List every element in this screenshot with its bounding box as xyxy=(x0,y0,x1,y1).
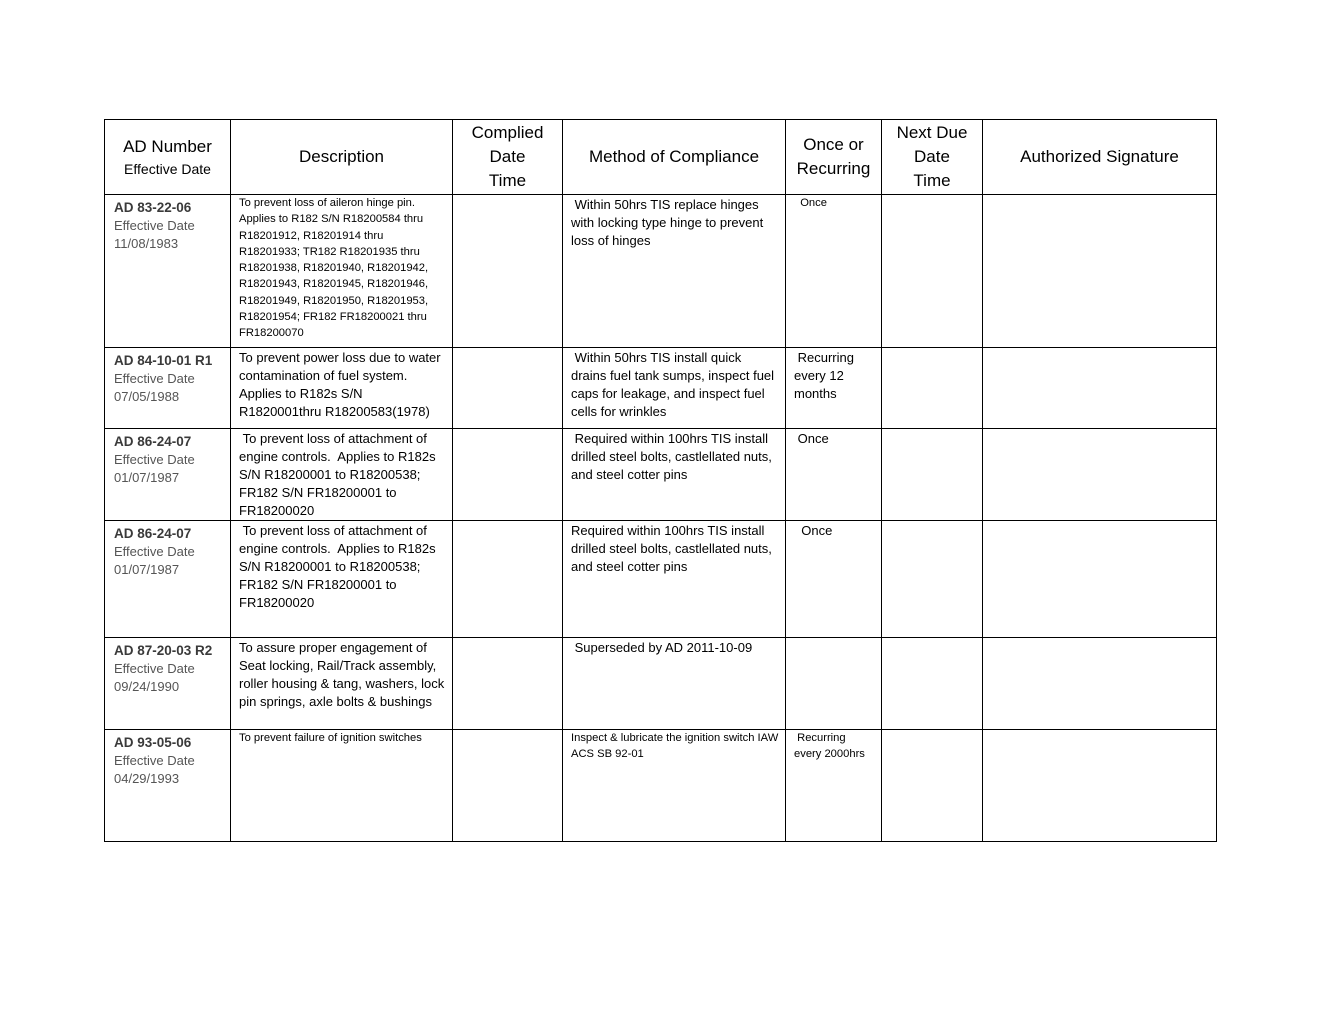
signature-text xyxy=(983,521,1216,522)
description-text: To prevent power loss due to water contamination of fuel system. Applies to R182s S/N R1820001thru R18200583(1978) xyxy=(239,350,445,419)
method-cell xyxy=(563,638,786,730)
next-due-text xyxy=(882,195,982,196)
table-row xyxy=(105,348,1217,429)
complied-cell xyxy=(453,730,563,842)
ad-number: AD 87-20-03 R2 xyxy=(114,643,213,658)
effective-date: 01/07/1987 xyxy=(114,470,180,485)
header-complied xyxy=(453,120,563,195)
effective-date-label: Effective Date xyxy=(114,753,195,768)
description-text: To prevent loss of attachment of engine controls. Applies to R182s S/N R18200001 to R18200538; FR182 S/N FR18200001 to FR18200020 xyxy=(239,523,440,610)
effective-date-label: Effective Date xyxy=(114,452,195,467)
description-text: To prevent loss of aileron hinge pin. Applies to R182 S/N R18200584 thru R18201912, R18201914 thru R18201933; TR182 R18201935 thru R18201938, R18201940, R18201942, R18201943, R18201945, R18201946, R18201949, R18201950, R18201953, R18201954; FR182 FR18200021 thru FR18200070 xyxy=(239,197,432,340)
once-recurring-cell xyxy=(786,429,882,521)
header-complied-line: Complied xyxy=(471,123,544,142)
description-cell xyxy=(231,429,453,521)
header-ad-number xyxy=(105,120,231,195)
signature-text xyxy=(983,429,1216,430)
method-cell xyxy=(563,348,786,429)
complied-cell xyxy=(453,348,563,429)
header-once-recurring xyxy=(786,120,882,195)
complied-text xyxy=(453,730,562,731)
method-text: Required within 100hrs TIS install drilled steel bolts, castlellated nuts, and steel cotter pins xyxy=(571,431,776,482)
next-due-text xyxy=(882,521,982,522)
ad-number: AD 84-10-01 R1 xyxy=(114,353,213,368)
header-complied-time: Time xyxy=(488,171,527,190)
method-text: Within 50hrs TIS install quick drains fuel tank sumps, inspect fuel caps for leakage, and inspect fuel cells for wrinkles xyxy=(571,350,778,419)
effective-date-label: Effective Date xyxy=(114,371,195,386)
once-recurring-text: Recurring every 12 months xyxy=(794,350,858,401)
once-recurring-cell xyxy=(786,521,882,638)
effective-date-label: Effective Date xyxy=(114,544,195,559)
once-recurring-text: Once xyxy=(794,523,833,538)
complied-text xyxy=(453,521,562,522)
method-cell xyxy=(563,195,786,348)
once-recurring-cell xyxy=(786,730,882,842)
ad-number-cell xyxy=(105,730,231,842)
method-text: Inspect & lubricate the ignition switch IAW ACS SB 92-01 xyxy=(571,732,781,761)
next-due-text xyxy=(882,638,982,639)
signature-cell xyxy=(983,521,1217,638)
ad-number: AD 86-24-07 xyxy=(114,434,192,449)
signature-text xyxy=(983,348,1216,349)
effective-date-label: Effective Date xyxy=(114,218,195,233)
effective-date: 04/29/1993 xyxy=(114,771,180,786)
next-due-cell xyxy=(882,348,983,429)
description-text: To assure proper engagement of Seat locking, Rail/Track assembly, roller housing & tang, washers, lock pin springs, axle bolts & bushings xyxy=(239,640,448,709)
effective-date-label: Effective Date xyxy=(114,661,195,676)
header-complied-date: Date xyxy=(489,147,526,166)
next-due-cell xyxy=(882,638,983,730)
once-recurring-cell xyxy=(786,348,882,429)
effective-date: 09/24/1990 xyxy=(114,679,180,694)
method-text: Superseded by AD 2011-10-09 xyxy=(571,640,753,655)
next-due-cell xyxy=(882,521,983,638)
next-due-cell xyxy=(882,195,983,348)
method-cell xyxy=(563,429,786,521)
complied-cell xyxy=(453,195,563,348)
header-row xyxy=(105,120,1217,195)
once-recurring-text xyxy=(786,638,881,639)
description-cell xyxy=(231,521,453,638)
next-due-text xyxy=(882,429,982,430)
ad-number-cell xyxy=(105,348,231,429)
header-effective-date-label: Effective Date xyxy=(124,161,211,177)
header-ad-number-label: AD Number xyxy=(123,137,212,156)
signature-cell xyxy=(983,195,1217,348)
complied-cell xyxy=(453,638,563,730)
header-description: Description xyxy=(231,120,453,195)
next-due-cell xyxy=(882,429,983,521)
header-once-line: Once or xyxy=(803,135,864,154)
once-recurring-text: Once xyxy=(794,197,827,209)
once-recurring-text: Recurring every 2000hrs xyxy=(794,732,865,761)
signature-text xyxy=(983,638,1216,639)
header-next-due-line: Next Due xyxy=(896,123,968,142)
header-authorized-signature: Authorized Signature xyxy=(983,120,1217,195)
complied-text xyxy=(453,348,562,349)
complied-text xyxy=(453,195,562,196)
description-cell xyxy=(231,730,453,842)
table-row xyxy=(105,521,1217,638)
method-cell xyxy=(563,521,786,638)
header-next-due xyxy=(882,120,983,195)
header-next-due-date: Date xyxy=(914,147,950,166)
table-row xyxy=(105,429,1217,521)
description-cell xyxy=(231,348,453,429)
complied-text xyxy=(453,429,562,430)
complied-cell xyxy=(453,429,563,521)
signature-cell xyxy=(983,638,1217,730)
signature-text xyxy=(983,730,1216,731)
effective-date: 07/05/1988 xyxy=(114,389,180,404)
header-next-due-time: Time xyxy=(913,171,951,190)
ad-number-cell xyxy=(105,521,231,638)
method-text: Required within 100hrs TIS install drilled steel bolts, castlellated nuts, and steel cotter pins xyxy=(571,523,776,574)
ad-number: AD 86-24-07 xyxy=(114,526,192,541)
effective-date: 11/08/1983 xyxy=(114,236,179,251)
signature-cell xyxy=(983,730,1217,842)
description-text: To prevent failure of ignition switches xyxy=(239,732,422,744)
ad-number: AD 93-05-06 xyxy=(114,735,192,750)
table-row xyxy=(105,195,1217,348)
signature-text xyxy=(983,195,1216,196)
header-recurring-line: Recurring xyxy=(796,159,871,178)
ad-number-cell xyxy=(105,429,231,521)
next-due-text xyxy=(882,730,982,731)
method-cell xyxy=(563,730,786,842)
complied-cell xyxy=(453,521,563,638)
signature-cell xyxy=(983,429,1217,521)
once-recurring-cell xyxy=(786,195,882,348)
description-text: To prevent loss of attachment of engine controls. Applies to R182s S/N R18200001 to R18200538; FR182 S/N FR18200001 to FR18200020 xyxy=(239,431,440,518)
once-recurring-cell xyxy=(786,638,882,730)
ad-number-cell xyxy=(105,195,231,348)
next-due-text xyxy=(882,348,982,349)
ad-compliance-table xyxy=(104,119,1217,842)
signature-cell xyxy=(983,348,1217,429)
complied-text xyxy=(453,638,562,639)
once-recurring-text: Once xyxy=(794,431,829,446)
table-row xyxy=(105,638,1217,730)
next-due-cell xyxy=(882,730,983,842)
description-cell xyxy=(231,195,453,348)
ad-number-cell xyxy=(105,638,231,730)
description-cell xyxy=(231,638,453,730)
effective-date: 01/07/1987 xyxy=(114,562,180,577)
table-row xyxy=(105,730,1217,842)
ad-number: AD 83-22-06 xyxy=(114,200,192,215)
method-text: Within 50hrs TIS replace hinges with locking type hinge to prevent loss of hinges xyxy=(571,197,767,248)
header-method-of-compliance: Method of Compliance xyxy=(563,120,786,195)
